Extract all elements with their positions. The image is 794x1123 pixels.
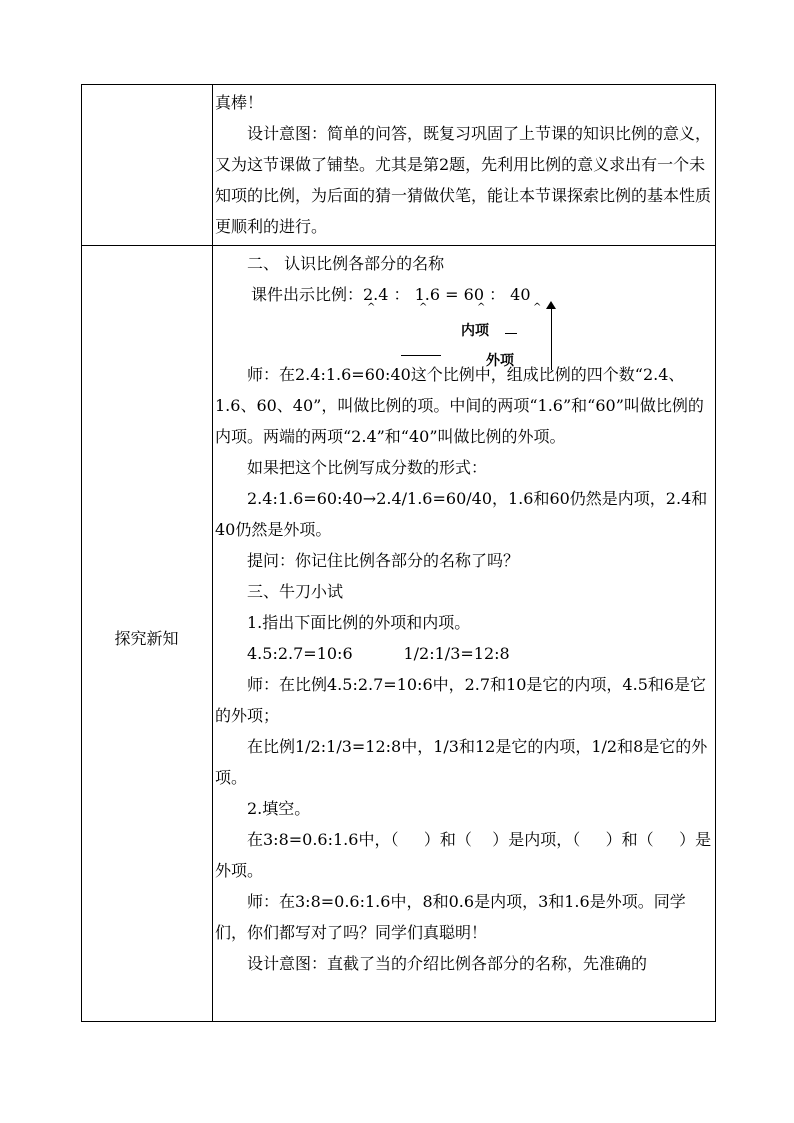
design-intent-paragraph: 设计意图：直截了当的介绍比例各部分的名称，先准确的 — [247, 954, 648, 973]
fraction-intro: 如果把这个比例写成分数的形式： — [247, 458, 488, 477]
caret-mark: ^ — [533, 302, 542, 313]
outer-term-line — [401, 355, 441, 356]
praise-text: 真棒！ — [215, 93, 264, 112]
section-heading: 二、 认识比例各部分的名称 — [247, 254, 445, 273]
outer-term-label: 外项 — [486, 353, 514, 369]
category-cell-empty — [82, 85, 213, 246]
question-text: 提问：你记住比例各部分的名称了吗？ — [247, 551, 520, 570]
content-cell — [213, 85, 716, 246]
exercise-2-text: 在3:8=0.6:1.6中，（ ）和（ ）是内项，（ ）和（ ）是外项。 — [215, 830, 712, 880]
fraction-form: 2.4:1.6=60:40→2.4/1.6=60/40，1.6和60仍然是内项，2.4和40仍然是外项。 — [215, 489, 708, 539]
answer-1a: 师：在比例4.5:2.7=10:6中，2.7和10是它的内项，4.5和6是它的外项； — [215, 675, 707, 725]
caret-mark: ^ — [477, 302, 486, 313]
caret-mark: ^ — [367, 302, 376, 313]
lesson-table — [81, 84, 716, 1022]
table-row — [82, 85, 716, 246]
proportion-diagram — [215, 279, 713, 369]
arrow-line — [551, 308, 552, 370]
answer-1b: 在比例1/2:1/3=12:8中，1/3和12是它的内项，1/2和8是它的外项。 — [215, 737, 708, 787]
exercise-1-examples: 4.5:2.7=10:6 1/2:1/3=12:8 — [247, 644, 510, 663]
proportion-equation: 课件出示比例：2.4 ： 1.6 = 60 ： 40 — [251, 285, 531, 304]
section-heading: 三、牛刀小试 — [247, 582, 344, 601]
caret-mark: ^ — [419, 302, 428, 313]
content-cell — [213, 246, 716, 1022]
exercise-1: 1.指出下面比例的外项和内项。 — [247, 613, 471, 632]
inner-term-line — [505, 333, 517, 334]
design-intent-paragraph: 设计意图：简单的问答，既复习巩固了上节课的知识比例的意义，又为这节课做了铺垫。尤其是第2题，先利用比例的意义求出有一个未知项的比例，为后面的猜一猜做伏笔，能让本节课探索比例的基本性质更顺利的进行。 — [215, 124, 712, 236]
answer-2: 师：在3:8=0.6:1.6中，8和0.6是内项，3和1.6是外项。同学们，你们都写对了吗？同学们真聪明！ — [215, 892, 686, 942]
teacher-explanation: 师：在2.4:1.6=60:40这个比例中，组成比例的四个数“2.4、1.6、60、40”，叫做比例的项。中间的两项“1.6”和“60”叫做比例的内项。两端的两项“2.4”和“40”叫做比例的外项。 — [215, 365, 704, 446]
category-label: 探究新知 — [114, 629, 179, 648]
exercise-2: 2.填空。 — [247, 799, 311, 818]
inner-term-label: 内项 — [461, 323, 489, 339]
